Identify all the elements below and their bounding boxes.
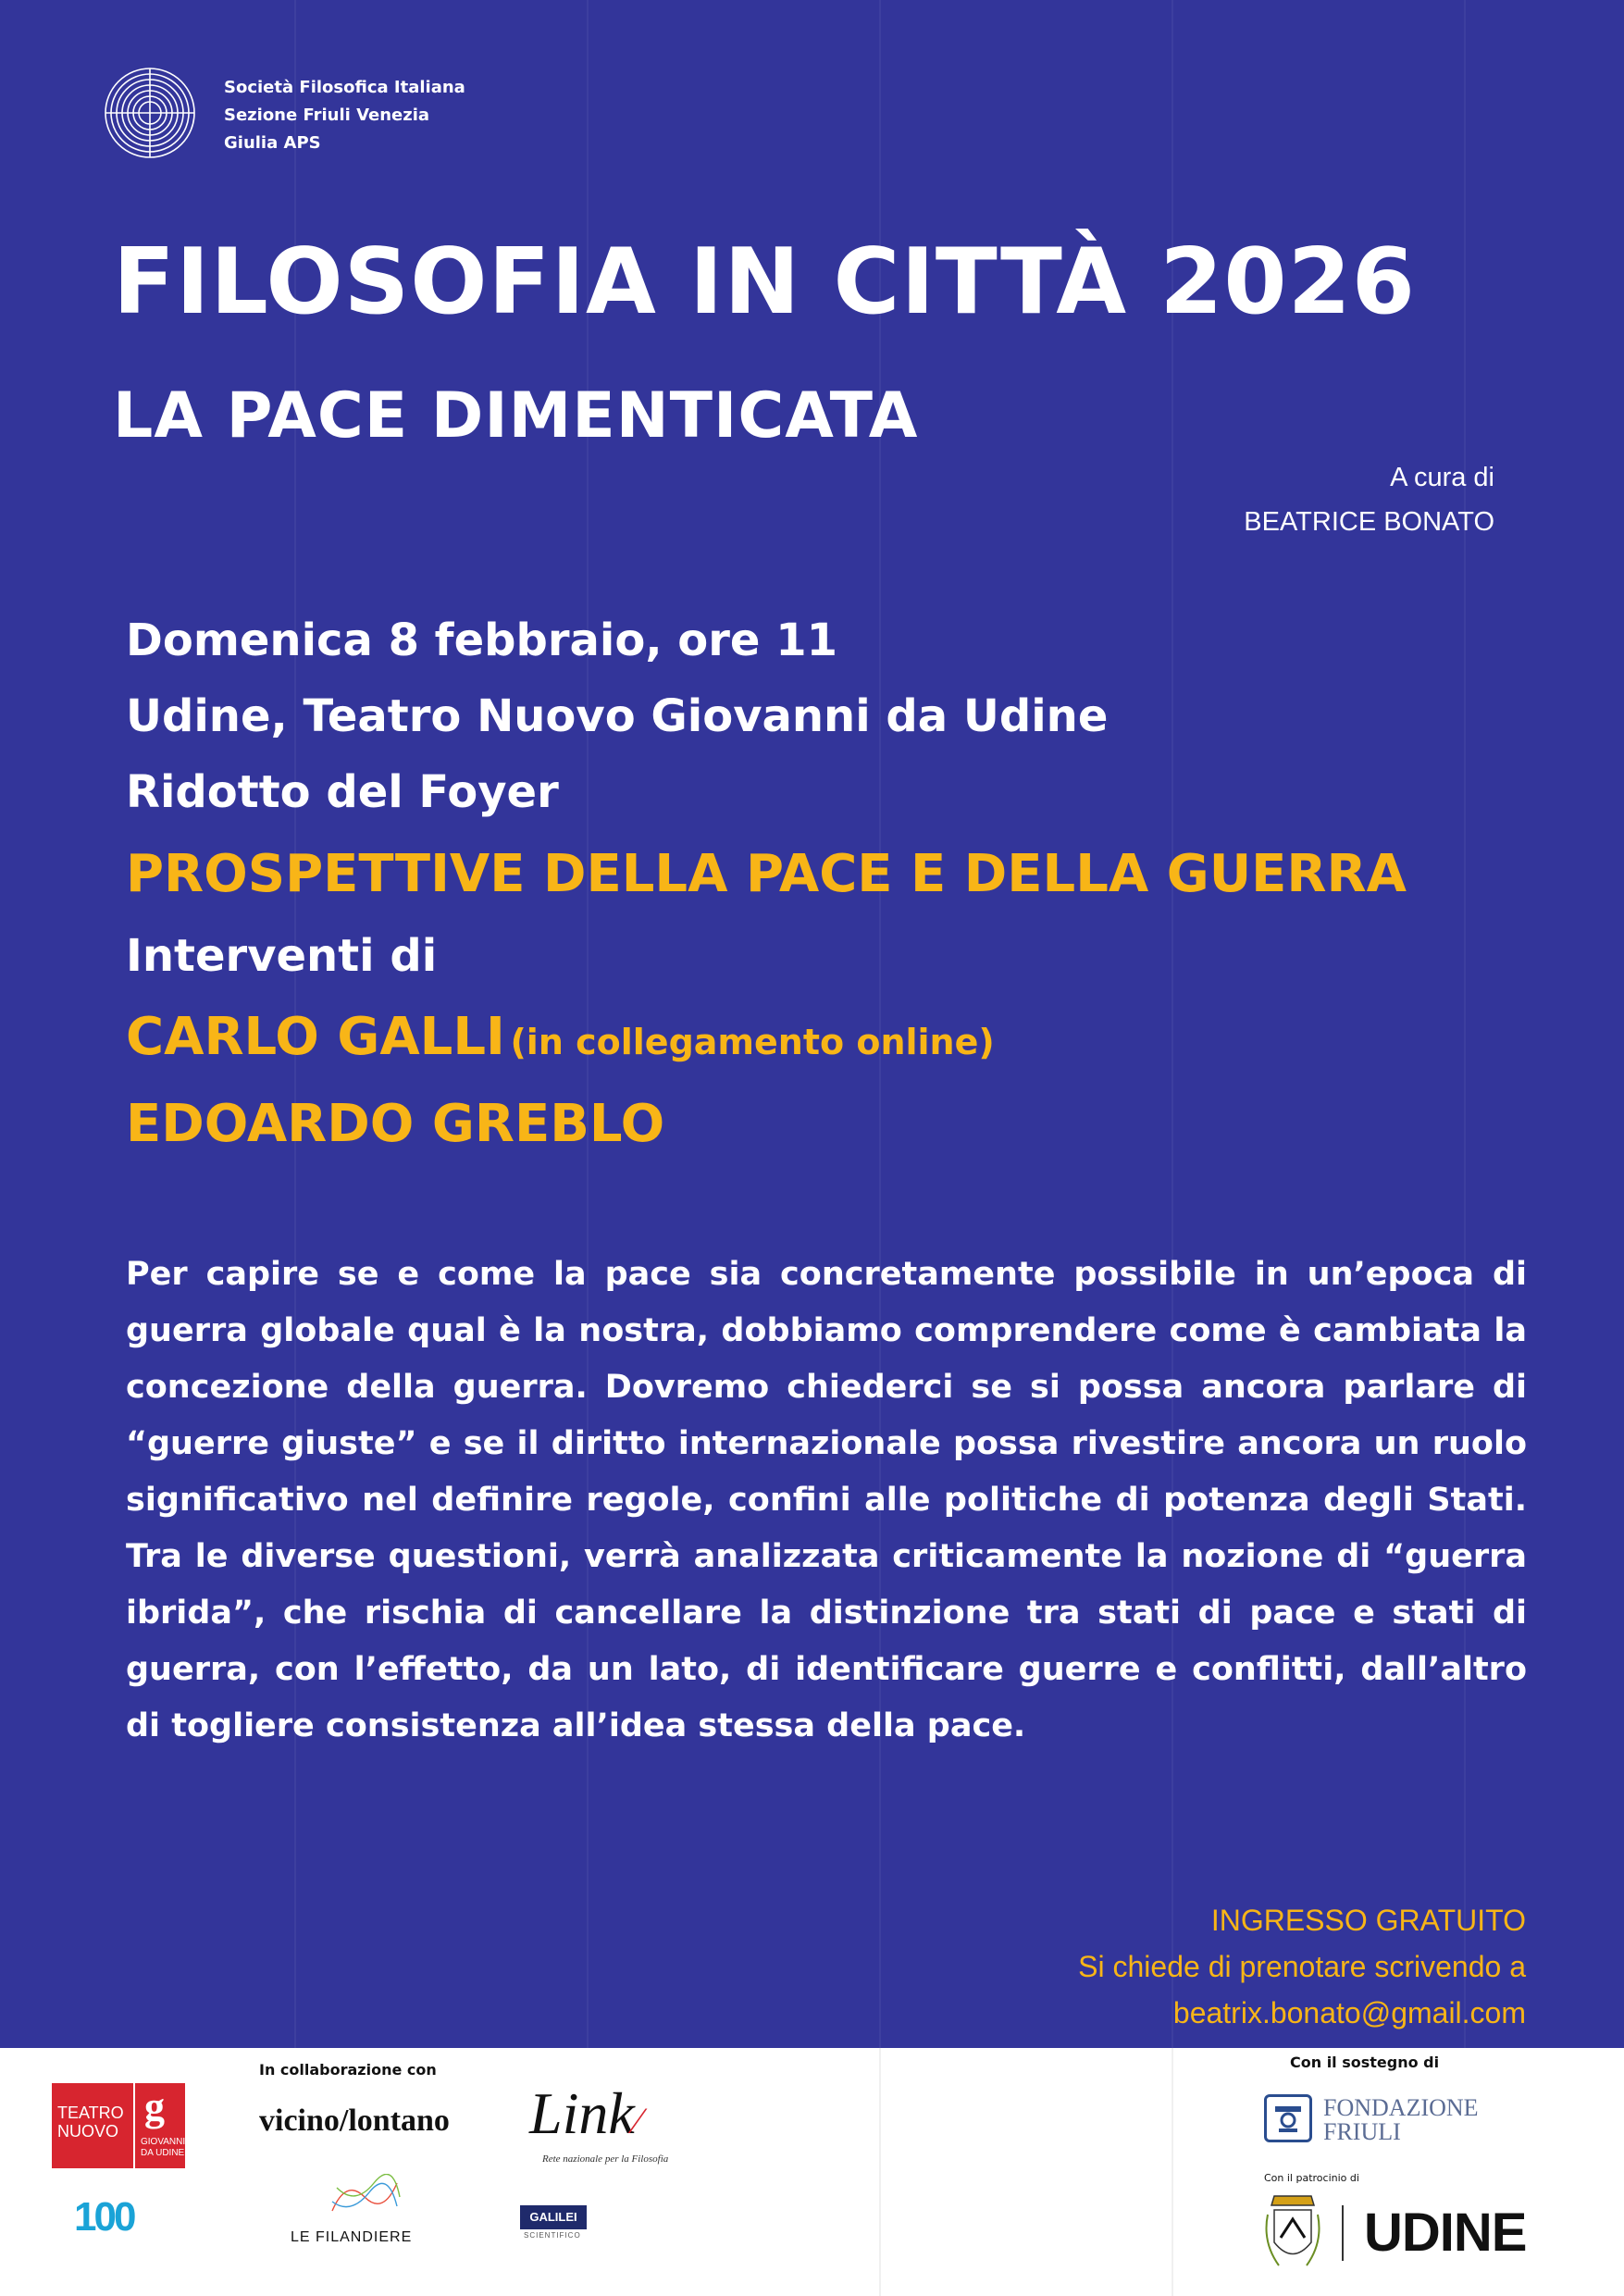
teatro-logo-g: g [144, 2084, 165, 2129]
fondazione-friuli-icon [1264, 2094, 1312, 2142]
booking-email[interactable]: beatrix.bonato@gmail.com [1172, 1996, 1526, 2029]
organization-line-1: Società Filosofica Italiana [224, 78, 465, 97]
speaker-2-name: EDOARDO GREBLO [126, 1094, 665, 1154]
teatro-logo-sub-2: DA UDINE [141, 2148, 185, 2158]
anniversary-logo: 100 [74, 2194, 134, 2240]
event-title: PROSPETTIVE DELLA PACE E DELLA GUERRA [126, 844, 1407, 904]
event-abstract: Per capire se e come la pace sia concretamente possibile in un’epoca di guerra globale qual è la nostra, dobbiamo comprendere come è cambiata la concezione della guerra. Dovremo chiederci se si possa ancora parlare di “guerre giuste” e se il diritto internazionale possa rivestire ancora un ruolo significativo nel definire regole, confini alle politiche di potenza degli Stati. Tra le diverse questioni, verrà analizzata criticamente la nozione di “guerra ibrida”, che rischia di cancellare la distinzione tra stati di pace e stati di guerra, con l’effetto, da un lato, di identificare guerre e conflitti, dall’altro di togliere consistenza all’idea stessa della pace. [126, 1256, 1527, 1744]
main-title: FILOSOFIA IN CITTÀ 2026 [113, 230, 1416, 335]
link-logo-sub: Rete nazionale per la Filosofia [542, 2153, 669, 2165]
teatro-logo-sub-1: GIOVANNI [141, 2137, 186, 2147]
subtitle: LA PACE DIMENTICATA [113, 379, 919, 453]
link-logo: Link⁄ [529, 2080, 641, 2146]
curator-label: A cura di [1390, 463, 1494, 492]
fondazione-line-2: FRIULI [1323, 2118, 1401, 2145]
labyrinth-icon [104, 67, 196, 159]
grid-line [879, 2048, 881, 2296]
teatro-logo-text-1: TEATRO [57, 2104, 124, 2122]
link-logo-text: Link [529, 2080, 635, 2146]
collaboration-label: In collaborazione con [259, 2061, 437, 2079]
event-date: Domenica 8 febbraio, ore 11 [126, 614, 837, 666]
booking-info [1078, 1897, 1526, 2036]
speaker-1-name: CARLO GALLI [126, 1007, 505, 1067]
patronage-label: Con il patrocinio di [1264, 2172, 1359, 2184]
udine-logo: UDINE [1364, 2203, 1527, 2263]
organization-line-2: Sezione Friuli Venezia [224, 105, 430, 125]
organization-name [224, 74, 465, 157]
filandiere-logo: LE FILANDIERE [291, 2229, 413, 2245]
udine-coat-of-arms-icon [1260, 2187, 1325, 2279]
fondazione-friuli-logo [1323, 2096, 1479, 2144]
grid-line [1172, 2048, 1173, 2296]
divider [1342, 2205, 1344, 2261]
speaker-1-note: (in collegamento online) [510, 1022, 995, 1062]
free-entry: INGRESSO GRATUITO [1210, 1904, 1526, 1937]
booking-request: Si chiede di prenotare scrivendo a [1078, 1950, 1526, 1983]
galilei-logo-sub: SCIENTIFICO [524, 2231, 581, 2240]
speakers-intro: Interventi di [126, 930, 438, 982]
teatro-logo-text-2: NUOVO [57, 2122, 119, 2141]
teatro-nuovo-logo [52, 2083, 185, 2168]
curator-name: BEATRICE BONATO [1244, 507, 1494, 537]
sponsors-footer [0, 2048, 1624, 2296]
fondazione-line-1: FONDAZIONE [1323, 2094, 1479, 2121]
support-label: Con il sostegno di [1290, 2054, 1440, 2071]
organization-line-3: Giulia APS [224, 133, 321, 153]
galilei-logo: GALILEI [520, 2205, 587, 2229]
filandiere-icon [328, 2174, 402, 2220]
event-room: Ridotto del Foyer [126, 766, 559, 818]
event-venue: Udine, Teatro Nuovo Giovanni da Udine [126, 690, 1109, 742]
vicino-lontano-logo: vicino/lontano [259, 2104, 450, 2138]
speaker-1 [126, 1007, 995, 1067]
curator [1244, 455, 1494, 544]
